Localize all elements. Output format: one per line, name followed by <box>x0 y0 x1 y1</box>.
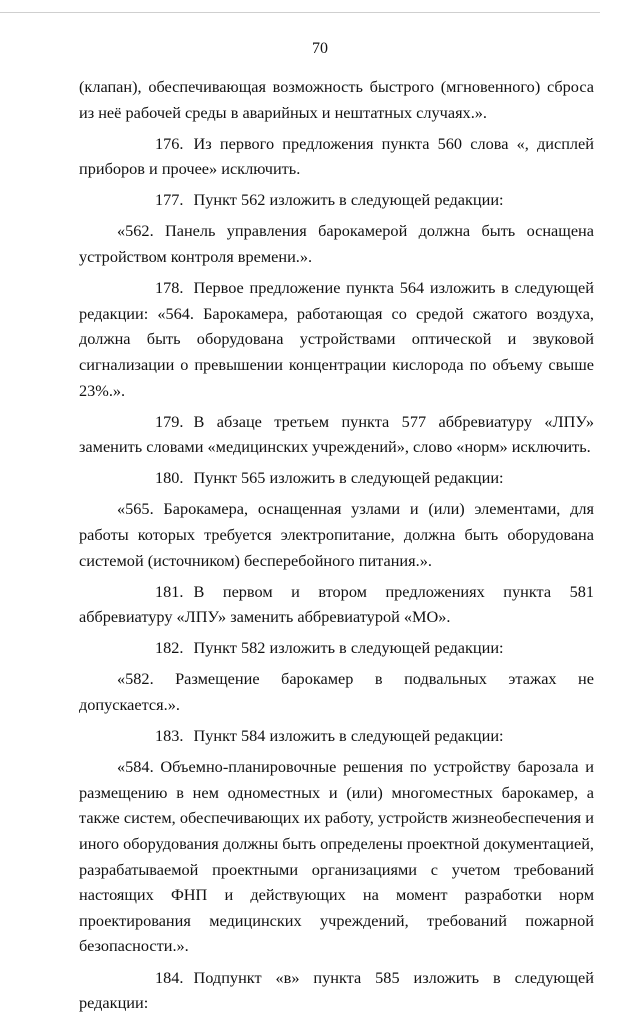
paragraph-text: Из первого предложения пункта 560 слова «, дисплей приборов и прочее» исключить. <box>79 133 594 179</box>
paragraph-text: В абзаце третьем пункта 577 аббревиатуру «ЛПУ» заменить словами «медицинских учреждений», слово «норм» исключить. <box>79 411 594 457</box>
numbered-paragraph <box>79 635 594 661</box>
paragraph-number: 184. <box>155 967 184 987</box>
top-divider <box>0 12 600 13</box>
paragraph-text: «584. Объемно-планировочные решения по устройству барозала и размещению в нем одноместных и (или) многоместных барокамер, а также систем, обеспечивающих их работу, устройств жизнеобеспечения и иного оборудования должны быть определены проектной документацией, разрабатываемой проектными организациями с учетом требований настоящих ФНП и действующих на момент разработки норм проектирования медицинских учреждений, требований пожарной безопасности.». <box>79 757 594 956</box>
numbered-paragraph <box>79 131 594 182</box>
paragraph <box>79 74 594 125</box>
paragraph-number: 178. <box>155 278 184 298</box>
paragraph-text: Первое предложение пункта 564 изложить в следующей редакции: «564. Барокамера, работающая со средой сжатого воздуха, должна быть оборудована устройствами оптической и звуковой сигнализации о превышении концентрации кислорода по объему свыше 23%.». <box>79 278 594 400</box>
numbered-paragraph <box>79 723 594 749</box>
paragraph-number: 182. <box>155 638 184 658</box>
paragraph-text: (клапан), обеспечивающая возможность быстрого (мгновенного) сброса из неё рабочей среды в аварийных и нештатных случаях.». <box>79 77 594 122</box>
paragraph-text: «562. Панель управления барокамерой должна быть оснащена устройством контроля времени.». <box>79 221 594 267</box>
paragraph <box>79 666 594 717</box>
paragraph-text: «565. Барокамера, оснащенная узлами и (или) элементами, для работы которых требуется электропитание, должна быть оборудована системой (источником) бесперебойного питания.». <box>79 499 594 570</box>
numbered-paragraph <box>79 187 594 213</box>
paragraph-number: 181. <box>155 581 184 601</box>
document-body <box>79 74 594 1021</box>
numbered-paragraph <box>79 965 594 1016</box>
paragraph-number: 179. <box>155 411 184 431</box>
paragraph-text: Подпункт «в» пункта 585 изложить в следующей редакции: <box>79 967 594 1013</box>
numbered-paragraph <box>79 465 594 491</box>
paragraph-number: 176. <box>155 133 184 153</box>
paragraph-text: Пункт 584 изложить в следующей редакции: <box>193 726 504 746</box>
paragraph-text: «582. Размещение барокамер в подвальных этажах не допускается.». <box>79 669 594 715</box>
paragraph-text: Пункт 565 изложить в следующей редакции: <box>193 468 504 488</box>
paragraph <box>79 754 594 959</box>
paragraph-number: 177. <box>155 190 184 210</box>
paragraph-text: Пункт 582 изложить в следующей редакции: <box>193 638 504 658</box>
numbered-paragraph <box>79 409 594 460</box>
numbered-paragraph <box>79 275 594 403</box>
paragraph-text: Пункт 562 изложить в следующей редакции: <box>193 190 504 210</box>
paragraph <box>79 218 594 269</box>
page-number: 70 <box>312 40 328 57</box>
paragraph-number: 180. <box>155 468 184 488</box>
numbered-paragraph <box>79 579 594 630</box>
paragraph-text: В первом и втором предложениях пункта 581 аббревиатуру «ЛПУ» заменить аббревиатурой «МО». <box>79 581 594 627</box>
paragraph-number: 183. <box>155 726 184 746</box>
paragraph <box>79 496 594 573</box>
